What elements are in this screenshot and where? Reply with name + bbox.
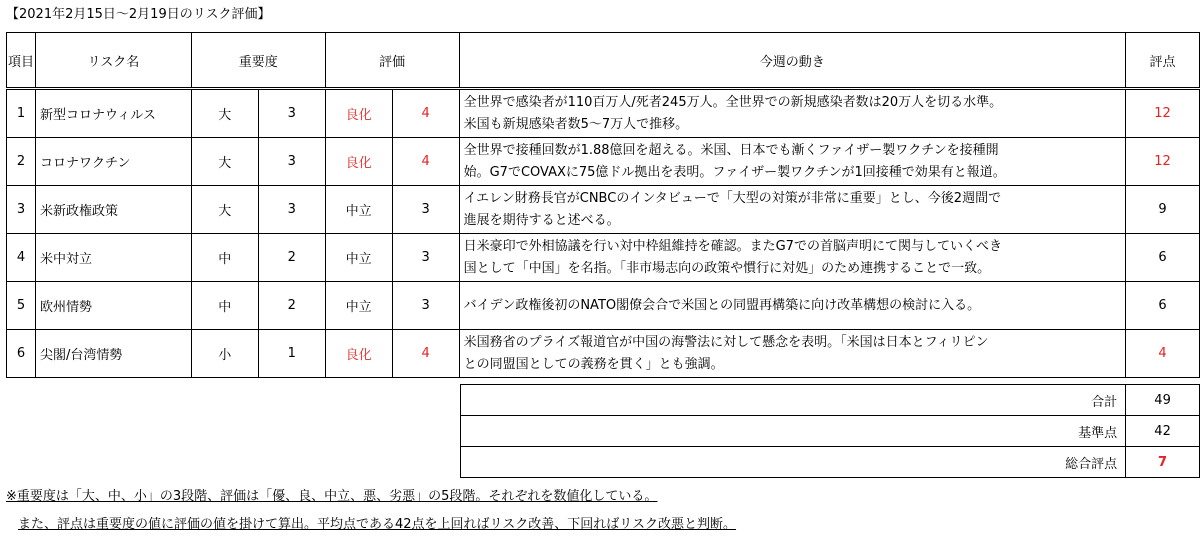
evaluation-value: 3 (392, 186, 459, 234)
evaluation-label: 良化 (325, 89, 392, 138)
page-title: 【2021年2月15日～2月19日のリスク評価】 (6, 7, 271, 22)
evaluation-value: 4 (392, 138, 459, 186)
header-row (7, 33, 1200, 89)
importance-value: 2 (258, 282, 325, 330)
risk-table (6, 32, 1200, 378)
movement-line-1: 米国務省のプライズ報道官が中国の海警法に対して懸念を表明。「米国は日本とフィリピン (463, 334, 989, 350)
movement-line-1: 全世界で接種回数が1.88億回を超える。米国、日本でも漸くファイザー製ワクチンを接種開 (463, 142, 999, 158)
notes (6, 483, 736, 539)
score-value: 9 (1126, 186, 1200, 234)
score-value: 12 (1126, 89, 1200, 138)
evaluation-label: 中立 (325, 234, 392, 282)
weekly-movement (459, 138, 1125, 186)
base-label: 基準点 (461, 416, 1126, 447)
score-value: 6 (1126, 282, 1200, 330)
table-row (7, 138, 1200, 186)
header-weekly-movement: 今週の動き (459, 33, 1125, 89)
table-row (7, 89, 1200, 138)
importance-label: 中 (191, 282, 258, 330)
evaluation-label: 良化 (325, 330, 392, 378)
row-number: 6 (7, 330, 36, 378)
weekly-movement (459, 89, 1125, 138)
table-row (7, 234, 1200, 282)
importance-value: 2 (258, 234, 325, 282)
summary-table (460, 384, 1200, 478)
header-item: 項目 (7, 33, 36, 89)
score-value: 6 (1126, 234, 1200, 282)
overall-value: 7 (1126, 447, 1200, 478)
importance-label: 大 (191, 89, 258, 138)
risk-name: 欧州情勢 (35, 282, 191, 330)
row-number: 2 (7, 138, 36, 186)
importance-label: 大 (191, 138, 258, 186)
evaluation-value: 3 (392, 282, 459, 330)
movement-line-1: 全世界で感染者が110百万人/死者245万人。全世界での新規感染者数は20万人を切る水準。 (463, 94, 1003, 110)
risk-name: 米新政権政策 (35, 186, 191, 234)
risk-name: 米中対立 (35, 234, 191, 282)
score-value: 4 (1126, 330, 1200, 378)
evaluation-value: 4 (392, 89, 459, 138)
summary-total-row (461, 385, 1200, 416)
row-number: 4 (7, 234, 36, 282)
importance-value: 3 (258, 89, 325, 138)
row-number: 3 (7, 186, 36, 234)
importance-label: 大 (191, 186, 258, 234)
movement-line-2: 始。G7でCOVAXに75億ドル拠出を表明。ファイザー製ワクチンが1回接種で効果有と報道。 (463, 164, 1006, 180)
movement-line-1: バイデン政権後初のNATO閣僚会合で米国との同盟再構築に向け改革構想の検討に入る。 (463, 297, 981, 313)
header-score: 評点 (1126, 33, 1200, 89)
movement-line-1: イエレン財務長官がCNBCのインタビューで「大型の対策が非常に重要」とし、今後2週間で (463, 190, 1002, 206)
importance-label: 小 (191, 330, 258, 378)
evaluation-label: 良化 (325, 138, 392, 186)
total-value: 49 (1126, 385, 1200, 416)
overall-label: 総合評点 (461, 447, 1126, 478)
movement-line-2: 国として「中国」を名指。「非市場志向の政策や慣行に対処」のため連携することで一致。 (463, 260, 991, 276)
base-value: 42 (1126, 416, 1200, 447)
weekly-movement (459, 330, 1125, 378)
table-row (7, 330, 1200, 378)
risk-name: 尖閣/台湾情勢 (35, 330, 191, 378)
evaluation-label: 中立 (325, 282, 392, 330)
importance-value: 3 (258, 138, 325, 186)
table-row (7, 282, 1200, 330)
table-row (7, 186, 1200, 234)
weekly-movement (459, 282, 1125, 330)
header-risk-name: リスク名 (35, 33, 191, 89)
risk-name: 新型コロナウィルス (35, 89, 191, 138)
importance-value: 3 (258, 186, 325, 234)
weekly-movement (459, 234, 1125, 282)
note-line-1: ※重要度は「大、中、小」の3段階、評価は「優、良、中立、悪、劣悪」の5段階。それぞれを数値化している。 (6, 489, 658, 504)
evaluation-value: 3 (392, 234, 459, 282)
row-number: 5 (7, 282, 36, 330)
row-number: 1 (7, 89, 36, 138)
header-importance: 重要度 (191, 33, 325, 89)
evaluation-value: 4 (392, 330, 459, 378)
summary-base-row (461, 416, 1200, 447)
movement-line-2: 進展を期待すると述べる。 (463, 212, 620, 228)
note-line-2: また、評点は重要度の値に評価の値を掛けて算出。平均点である42点を上回ればリスク改善、下回ればリスク改悪と判断。 (18, 517, 737, 532)
importance-value: 1 (258, 330, 325, 378)
total-label: 合計 (461, 385, 1126, 416)
importance-label: 中 (191, 234, 258, 282)
movement-line-2: 米国も新規感染者数5～7万人で推移。 (463, 116, 689, 132)
evaluation-label: 中立 (325, 186, 392, 234)
movement-line-1: 日米豪印で外相協議を行い対中枠組維持を確認。またG7での首脳声明にて関与していくべき (463, 238, 1002, 254)
summary-overall-row (461, 447, 1200, 478)
score-value: 12 (1126, 138, 1200, 186)
movement-line-2: との同盟国としての義務を貫く」とも強調。 (463, 356, 724, 372)
weekly-movement (459, 186, 1125, 234)
risk-name: コロナワクチン (35, 138, 191, 186)
header-evaluation: 評価 (325, 33, 459, 89)
